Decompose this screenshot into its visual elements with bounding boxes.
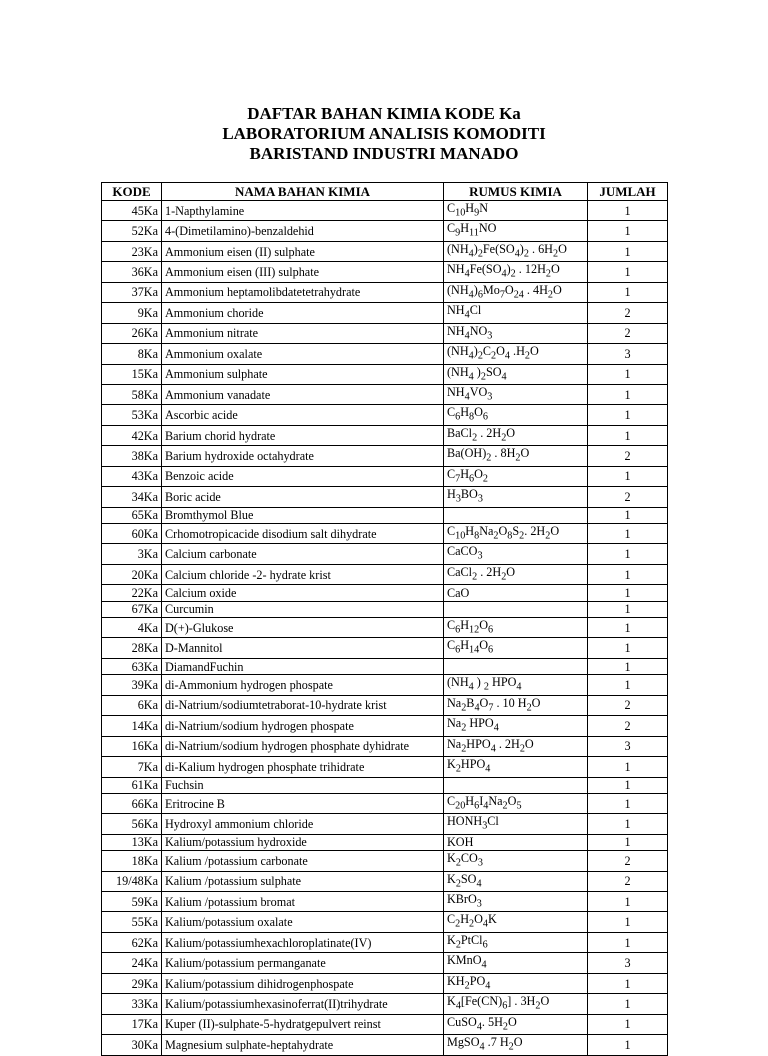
- cell-rumus: [444, 777, 588, 793]
- cell-nama: Calcium carbonate: [162, 544, 444, 564]
- cell-nama: Calcium chloride -2- hydrate krist: [162, 564, 444, 584]
- cell-jumlah: 1: [588, 675, 668, 695]
- cell-kode: 58Ka: [102, 384, 162, 404]
- cell-kode: 22Ka: [102, 585, 162, 601]
- table-body: [102, 201, 668, 1056]
- cell-kode: 6Ka: [102, 695, 162, 715]
- table-row: [102, 851, 668, 871]
- cell-kode: 36Ka: [102, 262, 162, 282]
- table-row: [102, 871, 668, 891]
- table-row: [102, 262, 668, 282]
- cell-rumus: $KH_2PO_4$: [444, 973, 588, 993]
- table-row: [102, 618, 668, 638]
- cell-kode: 66Ka: [102, 793, 162, 813]
- cell-rumus: KOH: [444, 834, 588, 850]
- cell-kode: 67Ka: [102, 601, 162, 617]
- table-row: [102, 695, 668, 715]
- cell-rumus: $Na_2$ $HPO_4$: [444, 716, 588, 736]
- cell-jumlah: 3: [588, 953, 668, 973]
- table-row: [102, 201, 668, 221]
- cell-jumlah: 3: [588, 344, 668, 364]
- cell-nama: di-Ammonium hydrogen phospate: [162, 675, 444, 695]
- table-row: [102, 544, 668, 564]
- cell-kode: 61Ka: [102, 777, 162, 793]
- cell-nama: di-Natrium/sodium hydrogen phosphate dyhidrate: [162, 736, 444, 756]
- cell-rumus: $(NH_4)_2Fe(SO_4)_2$ . $6H_2O$: [444, 241, 588, 261]
- cell-kode: 30Ka: [102, 1035, 162, 1055]
- table-row: [102, 282, 668, 302]
- title-line-2: LABORATORIUM ANALISIS KOMODITI: [222, 124, 546, 143]
- cell-jumlah: 1: [588, 834, 668, 850]
- cell-nama: Ammonium oxalate: [162, 344, 444, 364]
- cell-rumus: $Na_2B_4O_7$ . 10 $H_2O$: [444, 695, 588, 715]
- table-row: [102, 834, 668, 850]
- cell-rumus: [444, 507, 588, 523]
- table-row: [102, 241, 668, 261]
- cell-rumus: $C_6H_8O_6$: [444, 405, 588, 425]
- cell-nama: Kalium/potassium permanganate: [162, 953, 444, 973]
- cell-kode: 56Ka: [102, 814, 162, 834]
- cell-nama: di-Natrium/sodiumtetraborat-10-hydrate krist: [162, 695, 444, 715]
- cell-kode: 65Ka: [102, 507, 162, 523]
- cell-kode: 63Ka: [102, 658, 162, 674]
- cell-rumus: $K_2HPO_4$: [444, 757, 588, 777]
- cell-nama: Kalium/potassiumhexasinoferrat(II)trihydrate: [162, 994, 444, 1014]
- cell-rumus: MgSO$_4$ .7 $H_2O$: [444, 1035, 588, 1055]
- table-row: [102, 793, 668, 813]
- table-row: [102, 932, 668, 952]
- cell-nama: Kalium /potassium sulphate: [162, 871, 444, 891]
- cell-kode: 37Ka: [102, 282, 162, 302]
- table-row: [102, 777, 668, 793]
- cell-kode: 19/48Ka: [102, 871, 162, 891]
- cell-nama: Kalium/potassium oxalate: [162, 912, 444, 932]
- cell-jumlah: 1: [588, 757, 668, 777]
- cell-jumlah: 3: [588, 736, 668, 756]
- cell-rumus: $K_4[Fe(CN)_6]$ . $3H_2O$: [444, 994, 588, 1014]
- cell-nama: Barium chorid hydrate: [162, 425, 444, 445]
- table-row: [102, 384, 668, 404]
- cell-rumus: BaCl$_2$ . $2H_2O$: [444, 425, 588, 445]
- table-row: [102, 425, 668, 445]
- cell-nama: Calcium oxide: [162, 585, 444, 601]
- cell-kode: 20Ka: [102, 564, 162, 584]
- cell-rumus: $K_2CO_3$: [444, 851, 588, 871]
- cell-kode: 26Ka: [102, 323, 162, 343]
- cell-nama: Ammonium sulphate: [162, 364, 444, 384]
- cell-jumlah: 2: [588, 695, 668, 715]
- cell-rumus: CaCl$_2$ . $2H_2O$: [444, 564, 588, 584]
- cell-jumlah: 1: [588, 601, 668, 617]
- table-row: [102, 892, 668, 912]
- cell-jumlah: 1: [588, 912, 668, 932]
- cell-nama: Ammonium choride: [162, 303, 444, 323]
- cell-jumlah: 1: [588, 523, 668, 543]
- chemical-table: [101, 182, 668, 1056]
- cell-nama: Kalium /potassium carbonate: [162, 851, 444, 871]
- cell-jumlah: 1: [588, 973, 668, 993]
- cell-jumlah: 1: [588, 221, 668, 241]
- cell-kode: 24Ka: [102, 953, 162, 973]
- cell-rumus: $(NH_4)_2C_2O_4$ $.H_2O$: [444, 344, 588, 364]
- table-row: [102, 973, 668, 993]
- cell-rumus: [444, 658, 588, 674]
- table-row: [102, 303, 668, 323]
- cell-jumlah: 1: [588, 262, 668, 282]
- cell-rumus: $C_2H_2O_4K$: [444, 912, 588, 932]
- cell-kode: 3Ka: [102, 544, 162, 564]
- table-row: [102, 405, 668, 425]
- cell-kode: 62Ka: [102, 932, 162, 952]
- cell-jumlah: 1: [588, 507, 668, 523]
- cell-rumus: ($NH_4$ ) $_2$ $HPO_4$: [444, 675, 588, 695]
- cell-jumlah: 1: [588, 201, 668, 221]
- table-row: [102, 487, 668, 507]
- table-row: [102, 507, 668, 523]
- cell-rumus: $C_6H_{14}O_6$: [444, 638, 588, 658]
- cell-kode: 52Ka: [102, 221, 162, 241]
- cell-nama: Kuper (II)-sulphate-5-hydratgepulvert reinst: [162, 1014, 444, 1034]
- cell-jumlah: 1: [588, 364, 668, 384]
- cell-kode: 59Ka: [102, 892, 162, 912]
- cell-rumus: CuSO$_4$. $5H_2O$: [444, 1014, 588, 1034]
- table-row: [102, 736, 668, 756]
- cell-jumlah: 1: [588, 777, 668, 793]
- header-rumus: RUMUS KIMIA: [444, 183, 588, 201]
- cell-rumus: $NH_4Cl$: [444, 303, 588, 323]
- cell-jumlah: 2: [588, 323, 668, 343]
- cell-jumlah: 1: [588, 932, 668, 952]
- table-row: [102, 601, 668, 617]
- cell-jumlah: 1: [588, 405, 668, 425]
- cell-rumus: KBrO$_3$: [444, 892, 588, 912]
- cell-kode: 29Ka: [102, 973, 162, 993]
- cell-kode: 7Ka: [102, 757, 162, 777]
- cell-nama: Barium hydroxide octahydrate: [162, 446, 444, 466]
- cell-jumlah: 1: [588, 892, 668, 912]
- table-header-row: [102, 183, 668, 201]
- cell-jumlah: 2: [588, 303, 668, 323]
- cell-rumus: $HONH_3Cl$: [444, 814, 588, 834]
- cell-rumus: $NH_4NO_3$: [444, 323, 588, 343]
- cell-nama: Magnesium sulphate-heptahydrate: [162, 1035, 444, 1055]
- cell-kode: 4Ka: [102, 618, 162, 638]
- cell-rumus: $NH_4Fe(SO_4)_2$ . $12H_2O$: [444, 262, 588, 282]
- cell-nama: Ammonium nitrate: [162, 323, 444, 343]
- table-row: [102, 716, 668, 736]
- document-title: [0, 104, 768, 164]
- cell-kode: 23Ka: [102, 241, 162, 261]
- cell-rumus: $Ba(OH)_2$ . $8H_2O$: [444, 446, 588, 466]
- table-row: [102, 1035, 668, 1055]
- table-row: [102, 466, 668, 486]
- cell-rumus: CaCO$_3$: [444, 544, 588, 564]
- cell-nama: Kalium/potassiumhexachloroplatinate(IV): [162, 932, 444, 952]
- cell-jumlah: 1: [588, 814, 668, 834]
- cell-kode: 17Ka: [102, 1014, 162, 1034]
- cell-jumlah: 2: [588, 487, 668, 507]
- cell-rumus: $K_2SO_4$: [444, 871, 588, 891]
- cell-kode: 14Ka: [102, 716, 162, 736]
- cell-nama: DiamandFuchin: [162, 658, 444, 674]
- table-row: [102, 344, 668, 364]
- cell-nama: 4-(Dimetilamino)-benzaldehid: [162, 221, 444, 241]
- table-row: [102, 1014, 668, 1034]
- cell-nama: 1-Napthylamine: [162, 201, 444, 221]
- cell-nama: Ammonium eisen (III) sulphate: [162, 262, 444, 282]
- cell-kode: 18Ka: [102, 851, 162, 871]
- cell-rumus: $K_2PtCl_6$: [444, 932, 588, 952]
- cell-rumus: $C_7H_6O_2$: [444, 466, 588, 486]
- cell-jumlah: 1: [588, 425, 668, 445]
- cell-rumus: $Na_2HPO_4$ . $2H_2O$: [444, 736, 588, 756]
- table-row: [102, 814, 668, 834]
- title-line-1: DAFTAR BAHAN KIMIA KODE Ka: [247, 104, 521, 123]
- table-row: [102, 994, 668, 1014]
- cell-rumus: $(NH_4)_6Mo_7O_{24}$ . $4H_2O$: [444, 282, 588, 302]
- table-row: [102, 757, 668, 777]
- cell-nama: Benzoic acide: [162, 466, 444, 486]
- cell-nama: Hydroxyl ammonium chloride: [162, 814, 444, 834]
- cell-kode: 38Ka: [102, 446, 162, 466]
- cell-nama: Bromthymol Blue: [162, 507, 444, 523]
- cell-rumus: KMnO$_4$: [444, 953, 588, 973]
- cell-nama: Crhomotropicacide disodium salt dihydrate: [162, 523, 444, 543]
- table-row: [102, 364, 668, 384]
- header-kode: KODE: [102, 183, 162, 201]
- cell-jumlah: 2: [588, 446, 668, 466]
- cell-jumlah: 1: [588, 241, 668, 261]
- cell-kode: 33Ka: [102, 994, 162, 1014]
- cell-jumlah: 1: [588, 638, 668, 658]
- cell-jumlah: 1: [588, 1014, 668, 1034]
- cell-nama: di-Kalium hydrogen phosphate trihidrate: [162, 757, 444, 777]
- cell-nama: Kalium /potassium bromat: [162, 892, 444, 912]
- cell-nama: Ascorbic acide: [162, 405, 444, 425]
- cell-rumus: $C_{20}H_6I_4Na_2O_5$: [444, 793, 588, 813]
- table-row: [102, 658, 668, 674]
- cell-rumus: $C_{10}H_8Na_2O_8S_2$. $2H_2O$: [444, 523, 588, 543]
- cell-jumlah: 1: [588, 544, 668, 564]
- table-row: [102, 912, 668, 932]
- table-row: [102, 221, 668, 241]
- cell-nama: Kalium/potassium dihidrogenphospate: [162, 973, 444, 993]
- cell-jumlah: 1: [588, 585, 668, 601]
- cell-jumlah: 1: [588, 994, 668, 1014]
- cell-nama: Ammonium eisen (II) sulphate: [162, 241, 444, 261]
- table-row: [102, 323, 668, 343]
- cell-jumlah: 1: [588, 384, 668, 404]
- cell-jumlah: 2: [588, 871, 668, 891]
- cell-nama: Curcumin: [162, 601, 444, 617]
- cell-jumlah: 1: [588, 282, 668, 302]
- cell-nama: di-Natrium/sodium hydrogen phospate: [162, 716, 444, 736]
- cell-jumlah: 1: [588, 466, 668, 486]
- cell-kode: 16Ka: [102, 736, 162, 756]
- cell-nama: Eritrocine B: [162, 793, 444, 813]
- cell-kode: 60Ka: [102, 523, 162, 543]
- cell-jumlah: 1: [588, 793, 668, 813]
- cell-nama: Fuchsin: [162, 777, 444, 793]
- cell-rumus: $NH_4VO_3$: [444, 384, 588, 404]
- cell-rumus: $C_9H_{11}NO$: [444, 221, 588, 241]
- table-row: [102, 675, 668, 695]
- cell-kode: 34Ka: [102, 487, 162, 507]
- table-row: [102, 638, 668, 658]
- cell-kode: 15Ka: [102, 364, 162, 384]
- cell-kode: 28Ka: [102, 638, 162, 658]
- cell-jumlah: 2: [588, 716, 668, 736]
- cell-kode: 13Ka: [102, 834, 162, 850]
- cell-jumlah: 1: [588, 1035, 668, 1055]
- cell-kode: 53Ka: [102, 405, 162, 425]
- title-line-3: BARISTAND INDUSTRI MANADO: [249, 144, 519, 163]
- cell-rumus: ($NH_4$ )$_2SO_4$: [444, 364, 588, 384]
- cell-kode: 8Ka: [102, 344, 162, 364]
- cell-kode: 39Ka: [102, 675, 162, 695]
- cell-kode: 9Ka: [102, 303, 162, 323]
- table-row: [102, 953, 668, 973]
- cell-kode: 55Ka: [102, 912, 162, 932]
- cell-kode: 43Ka: [102, 466, 162, 486]
- cell-jumlah: 1: [588, 618, 668, 638]
- cell-nama: Boric acide: [162, 487, 444, 507]
- header-jumlah: JUMLAH: [588, 183, 668, 201]
- table-row: [102, 564, 668, 584]
- cell-jumlah: 2: [588, 851, 668, 871]
- cell-rumus: $C_6H_{12}O_6$: [444, 618, 588, 638]
- cell-rumus: $H_3BO_3$: [444, 487, 588, 507]
- table-row: [102, 523, 668, 543]
- table-row: [102, 446, 668, 466]
- cell-nama: Kalium/potassium hydroxide: [162, 834, 444, 850]
- cell-nama: Ammonium vanadate: [162, 384, 444, 404]
- cell-kode: 42Ka: [102, 425, 162, 445]
- cell-kode: 45Ka: [102, 201, 162, 221]
- cell-nama: D-Mannitol: [162, 638, 444, 658]
- cell-rumus: $C_{10}H_9N$: [444, 201, 588, 221]
- cell-nama: Ammonium heptamolibdatetetrahydrate: [162, 282, 444, 302]
- cell-nama: D(+)-Glukose: [162, 618, 444, 638]
- cell-rumus: [444, 601, 588, 617]
- cell-jumlah: 1: [588, 564, 668, 584]
- cell-jumlah: 1: [588, 658, 668, 674]
- cell-rumus: CaO: [444, 585, 588, 601]
- header-nama: NAMA BAHAN KIMIA: [162, 183, 444, 201]
- table-row: [102, 585, 668, 601]
